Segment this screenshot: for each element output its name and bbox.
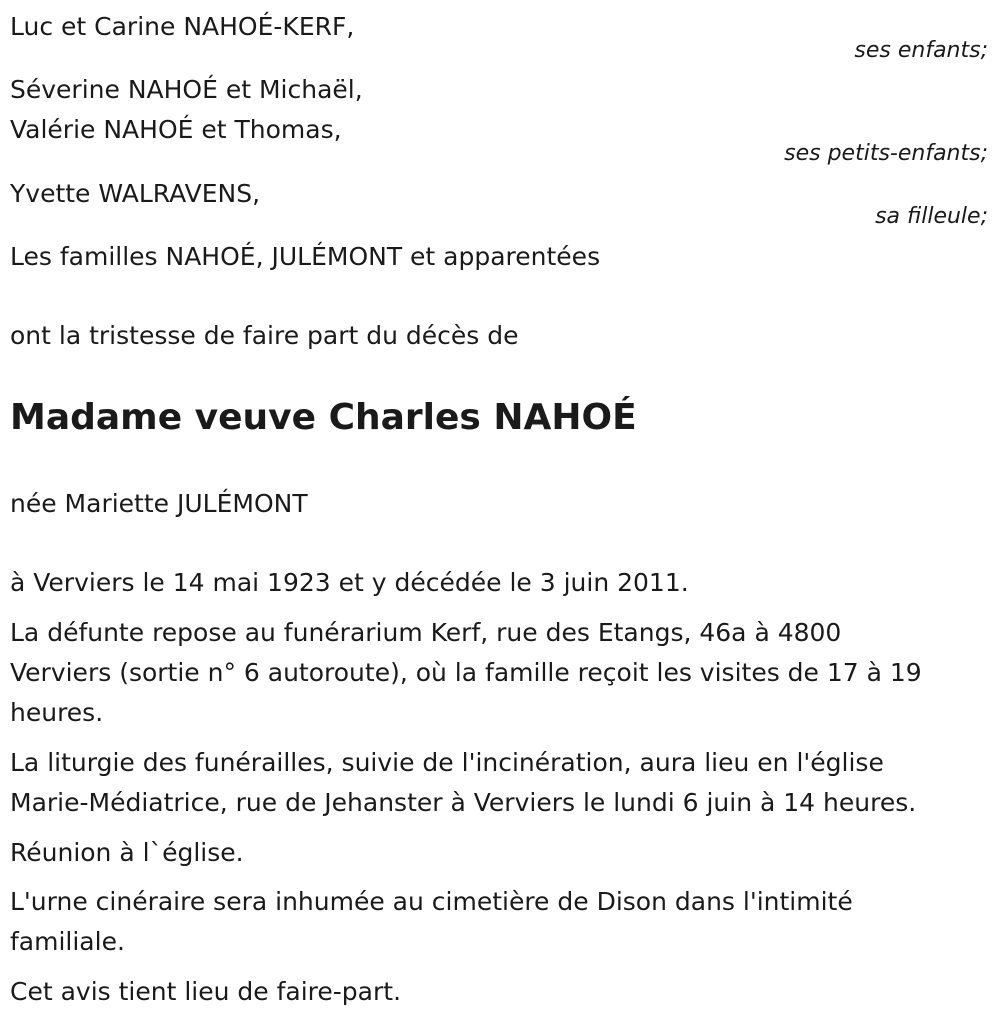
funerarium-line-3: heures. bbox=[10, 698, 104, 727]
family-grandchild-line-1: Séverine NAHOÉ et Michaël, bbox=[10, 75, 363, 104]
deceased-name: Madame veuve Charles NAHOÉ bbox=[10, 397, 637, 438]
funerarium-line-2: Verviers (sortie n° 6 autoroute), où la famille reçoit les visites de 17 à 19 bbox=[10, 658, 922, 687]
urn-line-2: familiale. bbox=[10, 927, 125, 956]
funerarium-line-1: La défunte repose au funérarium Kerf, rue des Etangs, 46a à 4800 bbox=[10, 618, 842, 647]
role-children: ses enfants; bbox=[854, 38, 988, 63]
liturgy-line-2: Marie-Médiatrice, rue de Jehanster à Verviers le lundi 6 juin à 14 heures. bbox=[10, 788, 917, 817]
urn-line-1: L'urne cinéraire sera inhumée au cimetière de Dison dans l'intimité bbox=[10, 887, 853, 916]
announcement-text: ont la tristesse de faire part du décès de bbox=[10, 321, 519, 350]
meeting-text: Réunion à l`église. bbox=[10, 838, 244, 867]
role-grandchildren: ses petits-enfants; bbox=[784, 141, 988, 166]
liturgy-line-1: La liturgie des funérailles, suivie de l'incinération, aura lieu en l'église bbox=[10, 748, 884, 777]
role-goddaughter: sa filleule; bbox=[875, 204, 988, 229]
family-relatives-line: Les familles NAHOÉ, JULÉMONT et apparentées bbox=[10, 242, 601, 271]
family-grandchild-line-2: Valérie NAHOÉ et Thomas, bbox=[10, 115, 342, 144]
dates-text: à Verviers le 14 mai 1923 et y décédée le 3 juin 2011. bbox=[10, 568, 689, 597]
family-children-line: Luc et Carine NAHOÉ-KERF, bbox=[10, 12, 355, 41]
closing-text: Cet avis tient lieu de faire-part. bbox=[10, 977, 402, 1006]
born-name: née Mariette JULÉMONT bbox=[10, 489, 308, 518]
family-goddaughter-line: Yvette WALRAVENS, bbox=[10, 179, 261, 208]
